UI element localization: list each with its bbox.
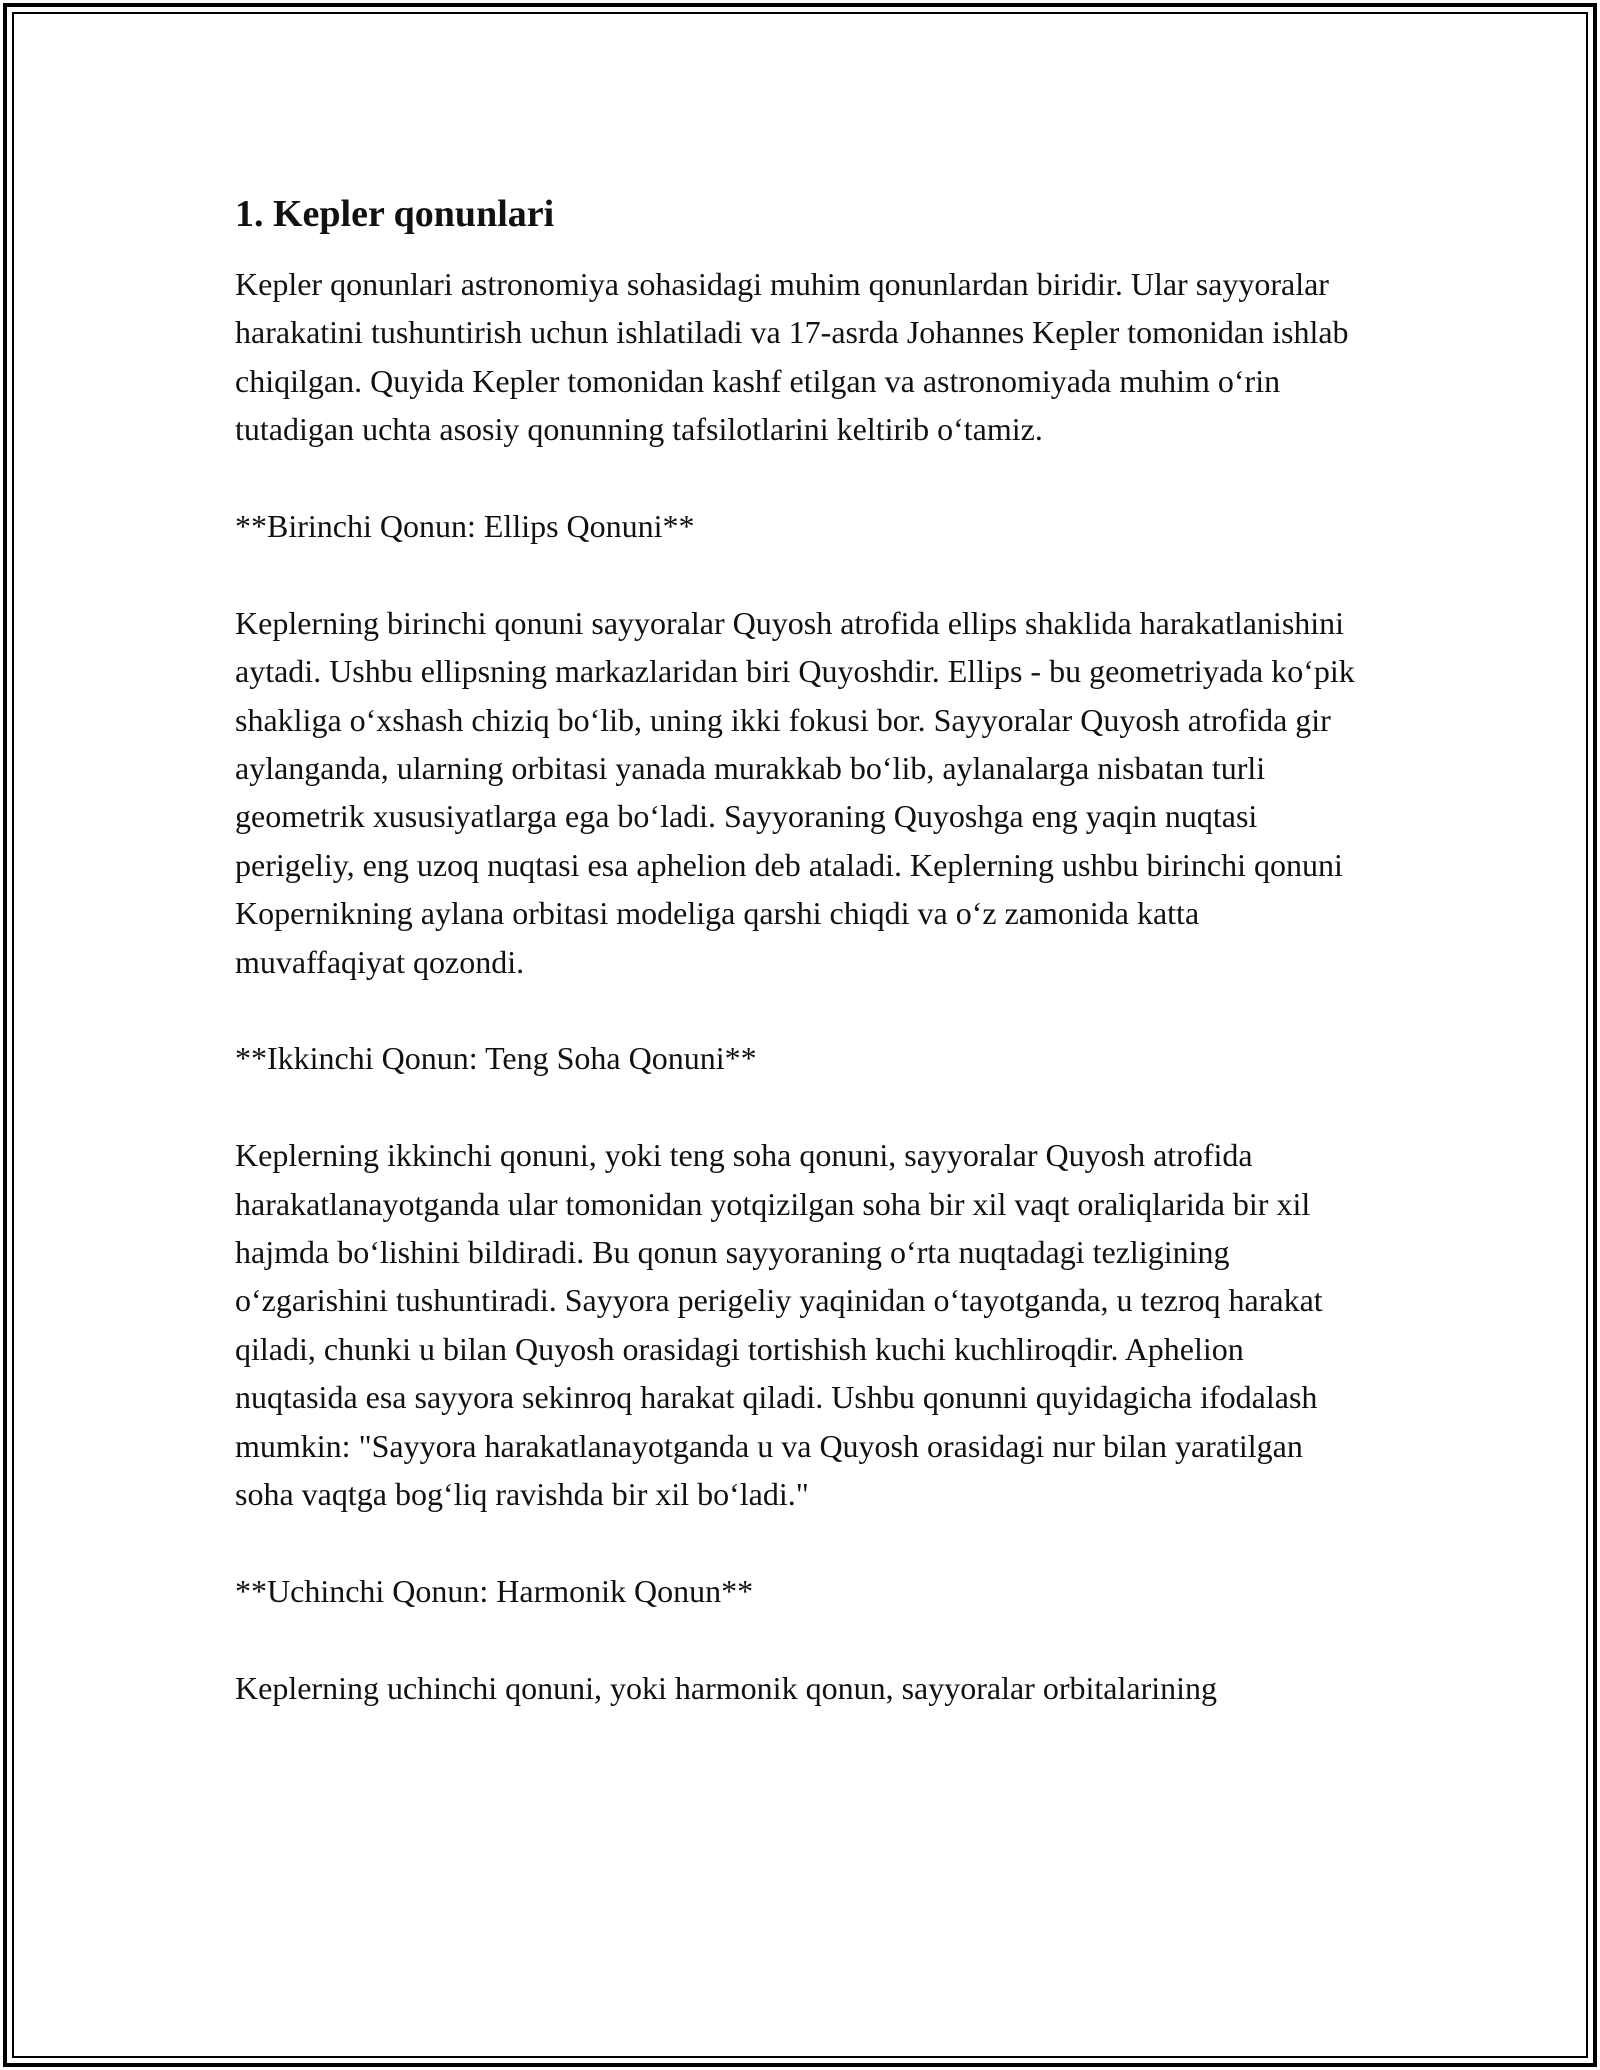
- third-law-paragraph: Keplerning uchinchi qonuni, yoki harmonik qonun, sayyoralar orbitalarining: [235, 1669, 1217, 1706]
- section-heading: 1. Kepler qonunlari: [235, 193, 555, 235]
- document-body: [235, 186, 1365, 1760]
- first-law-paragraph: Keplerning birinchi qonuni sayyoralar Quyosh atrofida ellips shaklida harakatlanishini aytadi. Ushbu ellipsning markazlaridan biri Quyoshdir. Ellips - bu geometriyada ko‘pik shakliga o‘xshash chiziq bo‘lib, uning ikki fokusi bor. Sayyoralar Quyosh atrofida gir aylanganda, ularning orbitasi yanada murakkab bo‘lib, aylanalarga nisbatan turli geometrik xususiyatlarga ega bo‘ladi. Sayyoraning Quyoshga eng yaqin nuqtasi perigeliy, eng uzoq nuqtasi esa aphelion deb ataladi. Keplerning ushbu birinchi qonuni Kopernikning aylana orbitasi modeliga qarshi chiqdi va o‘z zamonida katta muvaffaqiyat qozondi.: [235, 604, 1355, 980]
- second-law-heading: **Ikkinchi Qonun: Teng Soha Qonuni**: [235, 1040, 757, 1077]
- third-law-heading: **Uchinchi Qonun: Harmonik Qonun**: [235, 1572, 754, 1609]
- first-law-heading: **Birinchi Qonun: Ellips Qonuni**: [235, 508, 695, 545]
- intro-paragraph: Kepler qonunlari astronomiya sohasidagi muhim qonunlardan biridir. Ular sayyoralar harakatini tushuntirish uchun ishlatiladi va 17-asrda Johannes Kepler tomonidan ishlab chiqilgan. Quyida Kepler tomonidan kashf etilgan va astronomiyada muhim o‘rin tutadigan uchta asosiy qonunning tafsilotlarini keltirib o‘tamiz.: [235, 266, 1349, 448]
- second-law-paragraph: Keplerning ikkinchi qonuni, yoki teng soha qonuni, sayyoralar Quyosh atrofida harakatlanayotganda ular tomonidan yotqizilgan soha bir xil vaqt oraliqlarida bir xil hajmda bo‘lishini bildiradi. Bu qonun sayyoraning o‘rta nuqtadagi tezligining o‘zgarishini tushuntiradi. Sayyora perigeliy yaqinidan o‘tayotganda, u tezroq harakat qiladi, chunki u bilan Quyosh orasidagi tortishish kuchi kuchliroqdir. Aphelion nuqtasida esa sayyora sekinroq harakat qiladi. Ushbu qonunni quyidagicha ifodalash mumkin: "Sayyora harakatlanayotganda u va Quyosh orasidagi nur bilan yaratilgan soha vaqtga bog‘liq ravishda bir xil bo‘ladi.": [235, 1137, 1323, 1513]
